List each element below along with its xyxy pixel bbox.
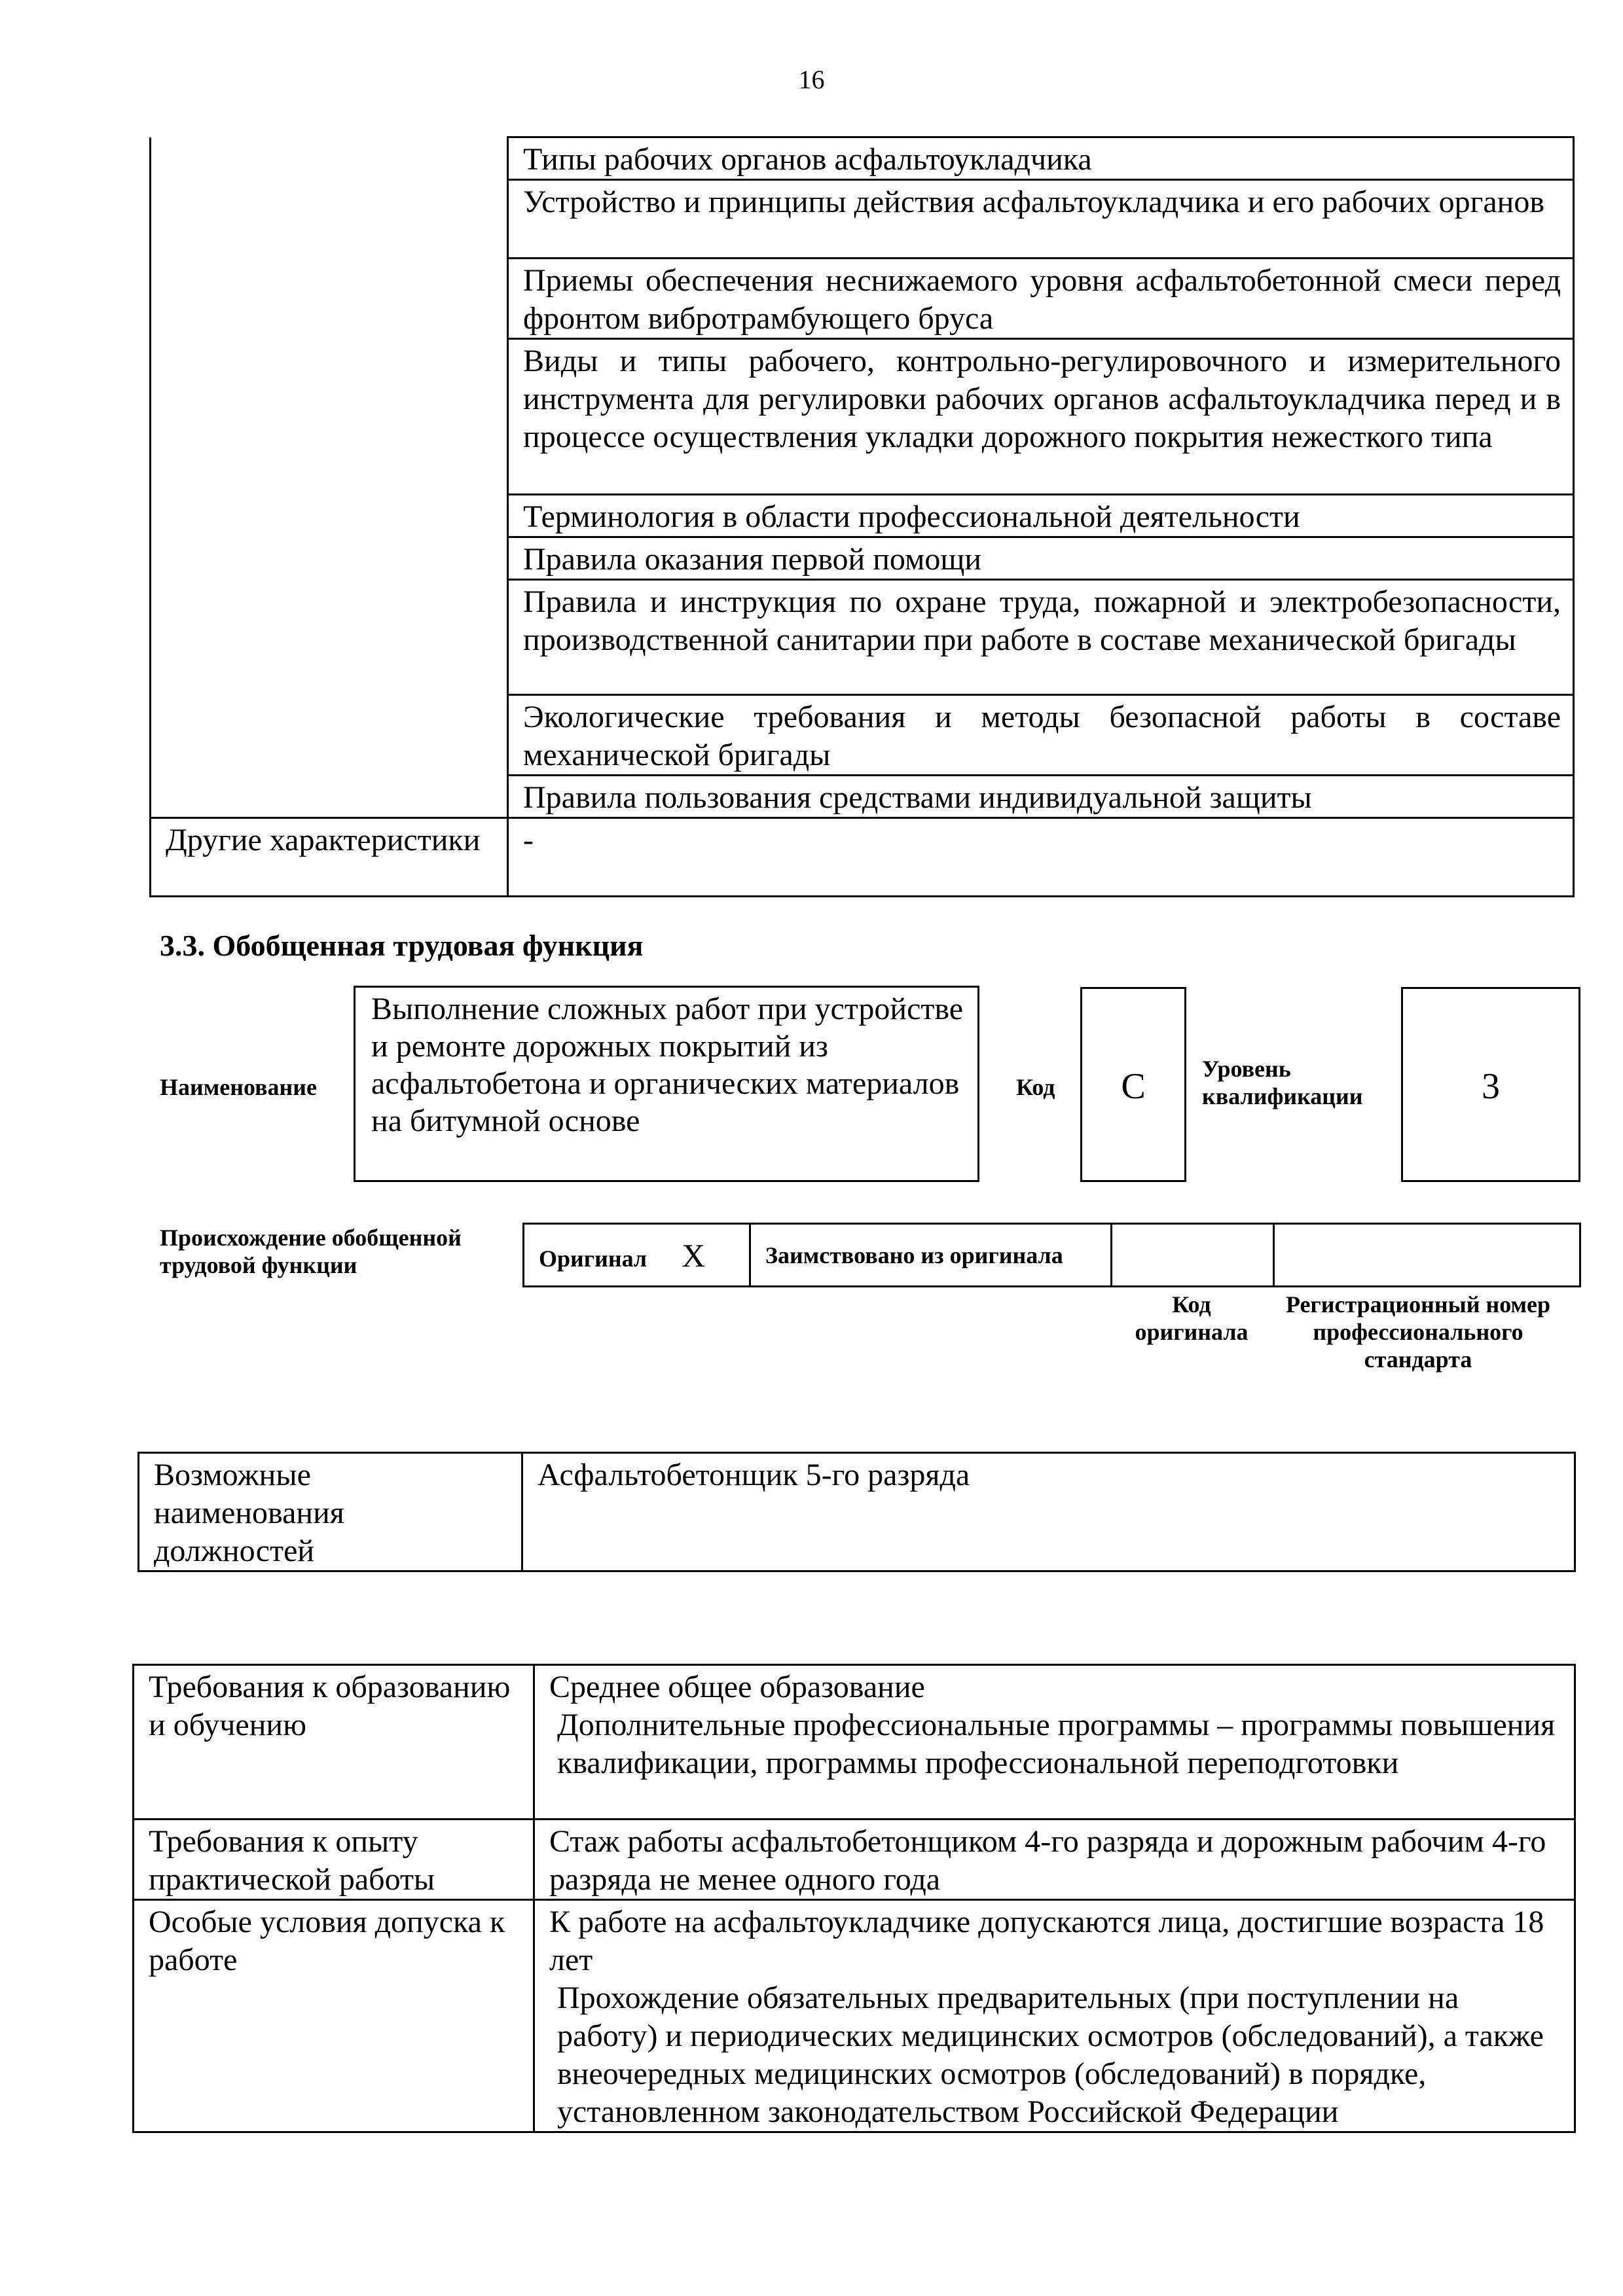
positions-value: Асфальтобетонщик 5-го разряда (522, 1453, 1575, 1571)
requirement-line: Стаж работы асфальтобетонщиком 4-го разряда и дорожным рабочим 4-го разряда не менее одного года (549, 1824, 1546, 1897)
requirement-line: Дополнительные профессиональные программы – программы повышения квалификации, программы профессиональной переподготовки (557, 1708, 1556, 1780)
origin-label: Происхождение обобщенной трудовой функции (160, 1225, 462, 1278)
borrowed-label: Заимствовано из оригинала (750, 1224, 1112, 1287)
section-title: 3.3. Обобщенная трудовая функция (160, 929, 644, 962)
requirement-label: Требования к образованию и обучению (134, 1665, 534, 1820)
function-name-box: Выполнение сложных работ при устройстве и ремонте дорожных покрытий из асфальтобетона и органических материалов на битумной основе (354, 986, 979, 1182)
requirement-value (534, 1665, 1575, 1820)
requirement-line: Среднее общее образование (549, 1670, 925, 1704)
knowledge-item: Правила и инструкция по охране труда, пожарной и электробезопасности, производственной санитарии при работе в составе механической бригады (508, 580, 1574, 695)
requirement-line: Прохождение обязательных предварительных (при поступлении на работу) и периодических медицинских осмотров (обследований), а также внеочередных медицинских осмотров (обследований) в порядке, установленном законодательством Российской Федерации (557, 1981, 1544, 2129)
original-cell (524, 1224, 750, 1287)
qualification-level-box: 3 (1401, 987, 1580, 1182)
name-label: Наименование (160, 1074, 317, 1100)
requirement-label: Особые условия допуска к работе (134, 1900, 534, 2132)
knowledge-item: Терминология в области профессиональной деятельности (508, 495, 1574, 537)
knowledge-item: Экологические требования и методы безопасной работы в составе механической бригады (508, 695, 1574, 776)
original-code-caption: Код оригинала (1135, 1291, 1249, 1345)
requirement-row (134, 1820, 1575, 1900)
other-characteristics-value: - (508, 818, 1574, 897)
requirement-label: Требования к опыту практической работы (134, 1820, 534, 1900)
registration-number-caption: Регистрационный номер профессионального стандарта (1285, 1291, 1551, 1372)
knowledge-item: Правила оказания первой помощи (508, 537, 1574, 580)
page-number: 16 (798, 65, 825, 94)
registration-number-cell (1274, 1224, 1580, 1287)
requirement-value (534, 1820, 1575, 1900)
original-label: Оригинал (539, 1245, 647, 1272)
requirement-row (134, 1900, 1575, 2132)
positions-table (137, 1452, 1576, 1572)
qualification-level-label: Уровень квалификации (1202, 1056, 1363, 1109)
original-mark: X (682, 1236, 706, 1274)
requirement-line: К работе на асфальтоукладчике допускаются лица, достигшие возраста 18 лет (549, 1905, 1544, 1977)
other-characteristics-label: Другие характеристики (151, 818, 508, 897)
knowledge-item: Приемы обеспечения неснижаемого уровня асфальтобетонной смеси перед фронтом вибротрамбующего бруса (508, 259, 1574, 339)
knowledge-item: Виды и типы рабочего, контрольно-регулировочного и измерительного инструмента для регулировки рабочих органов асфальтоукладчика перед и в процессе осуществления укладки дорожного покрытия нежесткого типа (508, 339, 1574, 495)
knowledge-item: Устройство и принципы действия асфальтоукладчика и его рабочих органов (508, 180, 1574, 259)
code-label: Код (1016, 1074, 1055, 1100)
requirement-row (134, 1665, 1575, 1820)
requirement-value (534, 1900, 1575, 2132)
origin-table (522, 1223, 1581, 1287)
positions-label: Возможные наименования должностей (139, 1453, 522, 1571)
knowledge-item: Типы рабочих органов асфальтоукладчика (508, 137, 1574, 180)
knowledge-table (149, 136, 1575, 897)
original-code-cell (1112, 1224, 1274, 1287)
requirements-table (132, 1664, 1576, 2133)
code-value-box: C (1080, 987, 1186, 1182)
knowledge-label-cell (151, 137, 508, 818)
knowledge-item: Правила пользования средствами индивидуальной защиты (508, 776, 1574, 818)
